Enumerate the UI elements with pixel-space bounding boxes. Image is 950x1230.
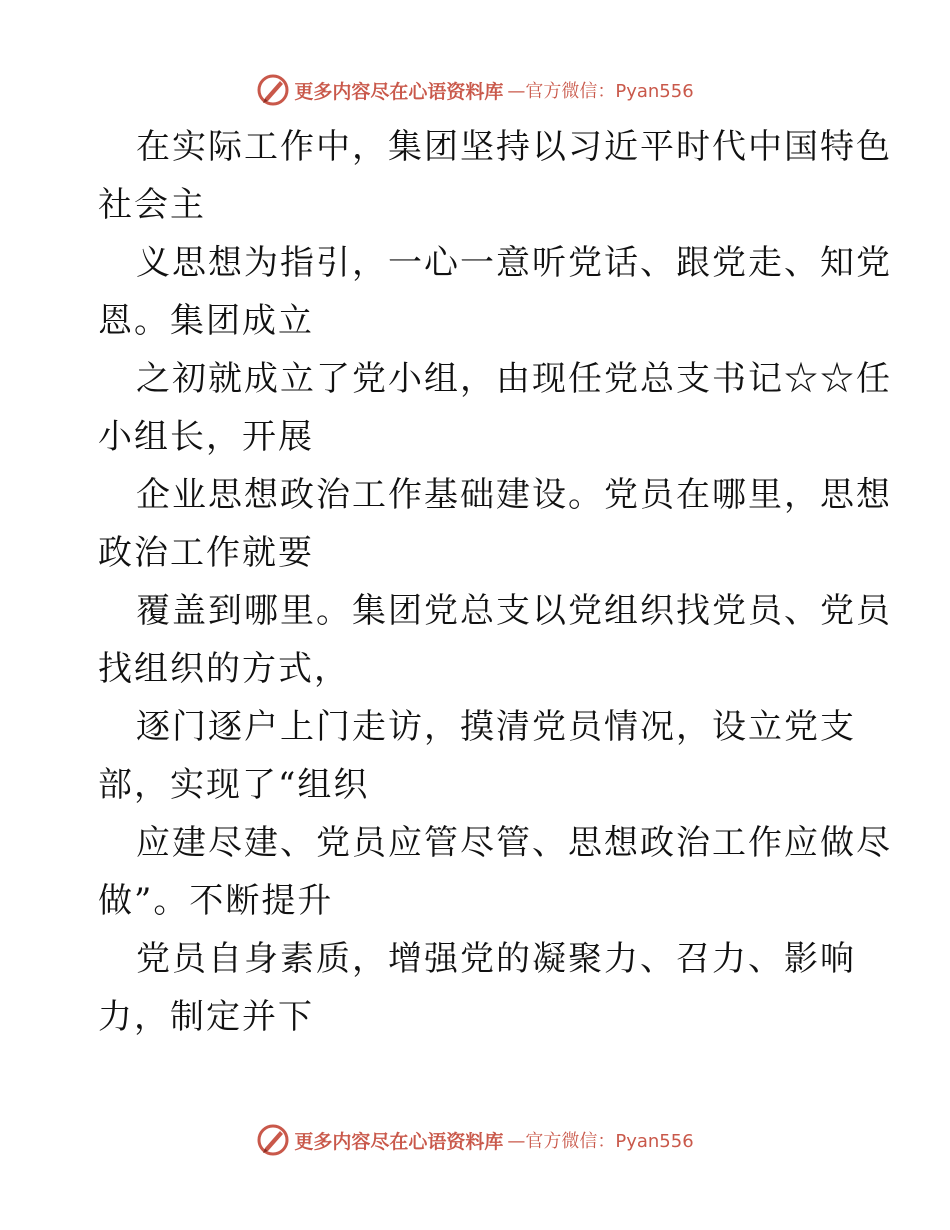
paragraph bbox=[98, 118, 892, 234]
paragraph bbox=[98, 814, 892, 930]
paragraph-line: 恩。集团成立 bbox=[98, 301, 314, 341]
paragraph bbox=[98, 466, 892, 582]
paragraph-line: 党员自身素质，增强党的凝聚力、召力、影响 bbox=[136, 939, 856, 979]
paragraph-line: 之初就成立了党小组，由现任党总支书记☆☆任 bbox=[136, 359, 892, 399]
paragraph bbox=[98, 582, 892, 698]
paragraph-line: 政治工作就要 bbox=[98, 533, 314, 573]
footer-library-text: 更多内容尽在心语资料库 bbox=[294, 1130, 504, 1153]
document-body bbox=[98, 118, 892, 1046]
paragraph-line: 义思想为指引，一心一意听党话、跟党走、知党 bbox=[136, 243, 892, 283]
paragraph-line: 逐门逐户上门走访，摸清党员情况，设立党支 bbox=[136, 707, 856, 747]
paragraph-line: 在实际工作中，集团坚持以习近平时代中国特色 bbox=[136, 127, 892, 167]
footer-wechat-text: —官方微信：Pyan556 bbox=[507, 1131, 694, 1152]
header-banner bbox=[0, 68, 950, 112]
paragraph bbox=[98, 930, 858, 1046]
paragraph-line: 小组长，开展 bbox=[98, 417, 314, 457]
paragraph bbox=[98, 234, 892, 350]
paragraph-line: 找组织的方式， bbox=[98, 649, 350, 689]
header-wechat-text: —官方微信：Pyan556 bbox=[507, 81, 694, 102]
paragraph-line: 做”。不断提升 bbox=[98, 881, 334, 921]
paragraph-line: 部，实现了“组织 bbox=[98, 765, 370, 805]
paragraph-line: 社会主 bbox=[98, 185, 206, 225]
paragraph bbox=[98, 350, 892, 466]
header-library-text: 更多内容尽在心语资料库 bbox=[294, 80, 504, 103]
paragraph bbox=[98, 698, 858, 814]
paragraph-line: 力，制定并下 bbox=[98, 997, 314, 1037]
paragraph-line: 应建尽建、党员应管尽管、思想政治工作应做尽 bbox=[136, 823, 892, 863]
pen-logo-icon bbox=[256, 1123, 290, 1157]
footer-banner bbox=[0, 1118, 950, 1162]
paragraph-line: 覆盖到哪里。集团党总支以党组织找党员、党员 bbox=[136, 591, 892, 631]
paragraph-line: 企业思想政治工作基础建设。党员在哪里，思想 bbox=[136, 475, 892, 515]
pen-logo-icon bbox=[256, 73, 290, 107]
